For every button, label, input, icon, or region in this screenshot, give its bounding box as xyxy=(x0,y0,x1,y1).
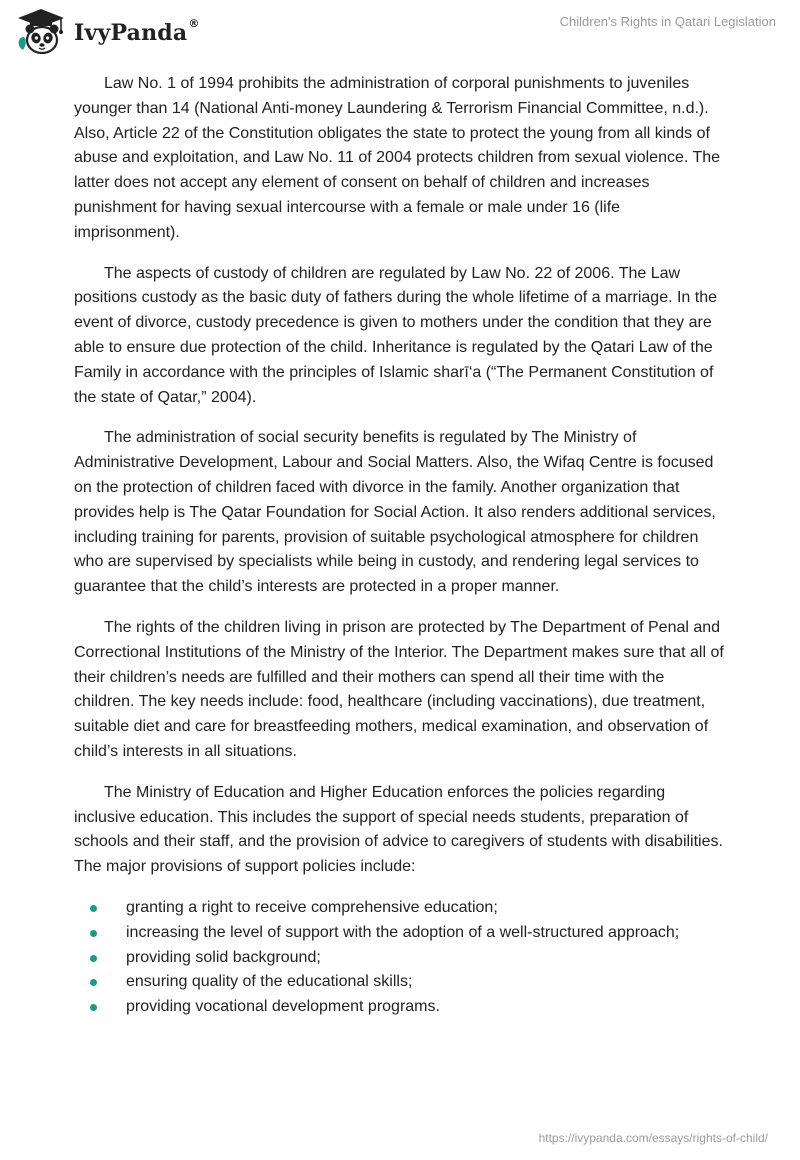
essay-body xyxy=(74,72,724,1020)
list-item xyxy=(74,995,724,1020)
list-item xyxy=(74,921,724,946)
paragraph: The administration of social security benefits is regulated by The Ministry of Administrative Development, Labour and Social Matters. Also, the Wifaq Centre is focused on the protection of children faced with divorce in the family. Another organization that provides help is The Qatar Foundation for Social Action. It also renders additional services, including training for parents, provision of suitable psychological atmosphere for children who are supervised by specialists while being in custody, and rendering legal services to guarantee that the child’s interests are protected in a proper manner. xyxy=(74,429,716,596)
support-provisions-list xyxy=(74,896,724,1020)
source-url[interactable]: https://ivypanda.com/essays/rights-of-child/ xyxy=(538,1131,768,1145)
bullet-icon xyxy=(90,955,97,962)
bullet-icon xyxy=(90,905,97,912)
bullet-icon xyxy=(90,1004,97,1011)
ivypanda-logo[interactable] xyxy=(14,6,199,58)
paragraph: The aspects of custody of children are regulated by Law No. 22 of 2006. The Law positions custody as the basic duty of fathers during the whole lifetime of a marriage. In the event of divorce, custody precedence is given to mothers under the condition that they are able to ensure due protection of the child. Inheritance is regulated by the Qatari Law of the Family in accordance with the principles of Islamic sharī‘a (“The Permanent Constitution of the state of Qatar,” 2004). xyxy=(74,264,718,406)
list-item-text: providing solid background; xyxy=(126,948,321,966)
paragraph: The rights of the children living in prison are protected by The Department of Penal and Correctional Institutions of the Ministry of the Interior. The Department makes sure that all of their children’s needs are fulfilled and their mothers can spend all their time with the children. The key needs include: food, healthcare (including vaccinations), due treatment, suitable diet and care for breastfeeding mothers, medical examination, and observation of child’s interests in all situations. xyxy=(74,618,724,760)
list-item xyxy=(74,970,724,995)
list-item xyxy=(74,946,724,971)
list-item-text: increasing the level of support with the adoption of a well-structured approach; xyxy=(126,923,680,941)
bullet-icon xyxy=(90,979,97,986)
list-item-text: ensuring quality of the educational skills; xyxy=(126,973,413,991)
registered-mark: ® xyxy=(188,16,200,30)
list-item xyxy=(74,896,724,921)
panda-graduate-icon xyxy=(14,7,68,57)
page-header xyxy=(0,0,800,64)
paragraph: The Ministry of Education and Higher Education enforces the policies regarding inclusive education. This includes the support of special needs students, preparation of schools and their staff, and the provision of advice to caregivers of students with disabilities. The major provisions of support policies include: xyxy=(74,783,723,876)
document-title: Children's Rights in Qatari Legislation xyxy=(559,14,776,29)
bullet-icon xyxy=(90,930,97,937)
list-item-text: providing vocational development programs. xyxy=(126,998,440,1016)
list-item-text: granting a right to receive comprehensive education; xyxy=(126,898,498,916)
brand-name: IvyPanda xyxy=(74,20,188,46)
paragraph: Law No. 1 of 1994 prohibits the administration of corporal punishments to juveniles younger than 14 (National Anti-money Laundering & Terrorism Financial Committee, n.d.). Also, Article 22 of the Constitution obligates the state to protect the young from all kinds of abuse and exploitation, and Law No. 11 of 2004 protects children from sexual violence. The latter does not accept any element of consent on behalf of children and increases punishment for having sexual intercourse with a female or male under 16 (life imprisonment). xyxy=(74,75,721,241)
